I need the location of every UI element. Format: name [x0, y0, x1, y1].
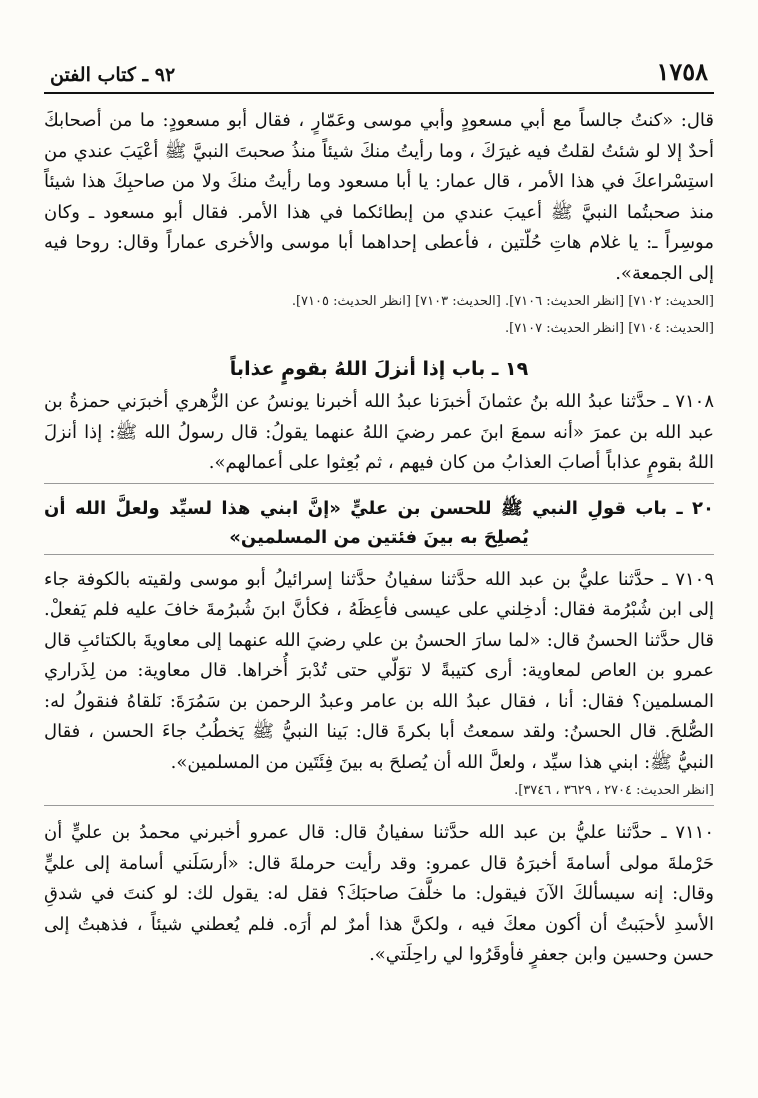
hadith-7110-text: ٧١١٠ ـ حدَّثنا عليُّ بن عبد الله حدَّثنا سفيانُ قال: قال عمرو أخبرني محمدُ بن عليٍّ أن حَرْملةَ مولى أسامةَ أخبرَهُ قال عمرو: وقد رأيت حرملةَ قال: «أرسَلَني أسامة إلى عليٍّ وقال: إنه سيسألكَ الآنَ فيقول: ما خلَّفَ صاحبَكَ؟ فقل له: يقول لك: لو كنتَ في شدقِ الأسدِ لأحبَبتُ أن أكون معكَ فيه ، ولكنَّ هذا أمرٌ لم أرَه. فلم يُعطني شيئاً ، فذهبتُ إلى حسن وحسين وابن جعفرٍ فأوقَرُوا لي راحِلَتي». [44, 822, 714, 965]
chapter-20-heading: ٢٠ ـ باب قولِ النبي ﷺ للحسن بن عليٍّ «إنَّ ابني هذا لسيِّد ولعلَّ الله أن يُصلِحَ به بينَ فئتين من المسلمين» [44, 497, 714, 548]
hadith-7102-text: قال: «كنتُ جالساً مع أبي مسعودٍ وأبي موسى وعَمّارٍ ، فقال أبو مسعودٍ: ما من أصحابكَ أحدٌ إلا لو شئتُ لقلتُ فيه غيرَكَ ، وما رأيتُ منكَ شيئاً منذُ صحبتَ النبيَّ ﷺ أعْيَبَ عندي من استِسْراعكَ في هذا الأمر ، قال عمار: يا أبا مسعود وما رأيتُ منكَ ولا من صاحبِكَ هذا شيئاً منذ صحبتُما النبيَّ ﷺ أعيبَ عندي من إبطائكما في هذا الأمر. فقال أبو مسعود ـ وكان موسِراً ـ: يا غلام هاتِ حُلّتين ، فأعطى إحداهما أبا موسى والأخرى عماراً وقال: روحا فيه إلى الجمعة». [44, 110, 714, 284]
page-number: ١٧٥٨ [656, 57, 708, 86]
running-title: ٩٢ ـ كتاب الفتن [50, 64, 176, 86]
hadith-7102-7103-refs: [الحديث: ٧١٠٢] [انظر الحديث: ٧١٠٦]. [الحديث: ٧١٠٣] [انظر الحديث: ٧١٠٥]. [291, 294, 714, 309]
section-divider [44, 805, 714, 806]
hadith-7108-text: ٧١٠٨ ـ حدَّثنا عبدُ الله بنُ عثمانَ أخبرَنا عبدُ الله أخبرنا يونسُ عن الزُّهري أخبرَني حمزةُ بن عبد الله بن عمرَ «أنه سمعَ ابنَ عمر رضيَ اللهُ عنهما يقولُ: قال رسولُ الله ﷺ: إذا أنزلَ اللهُ بقومٍ عذاباً أصابَ العذابُ من كان فيهم ، ثم بُعِثوا على أعمالهم». [44, 391, 714, 473]
chapter-19-heading: ١٩ ـ باب إذا أنزلَ اللهُ بقومٍ عذاباً [229, 358, 529, 380]
hadith-7109-ref: [انظر الحديث: ٢٧٠٤ ، ٣٦٢٩ ، ٣٧٤٦]. [514, 783, 714, 798]
header-rule [44, 92, 714, 94]
section-divider [44, 554, 714, 555]
page-header [44, 56, 714, 86]
hadith-7109-text: ٧١٠٩ ـ حدَّثنا عليُّ بن عبد الله حدَّثنا سفيانُ حدَّثنا إسرائيلُ أبو موسى ولقيته بالكوفة جاء إلى ابن شُبْرُمة فقال: أدخِلني على عيسى فأعِظَهُ ، فكأنَّ ابنَ شُبرُمةَ خافَ عليه فلم يَفعلْ. قال حدَّثنا الحسنُ قال: «لما سارَ الحسنُ بن علي رضيَ الله عنهما إلى معاويةَ بالكتائبِ قال عمرو بن العاص لمعاوية: أرى كتيبةً لا توَلّي حتى تُدْبرَ أُخراها. قال معاوية: من لِذَراري المسلمين؟ فقال: أنا ، فقال عبدُ الله بن عامر وعبدُ الرحمن بن سَمُرَةَ: نَلقاهُ فنقولُ له: الصُّلحَ. قال الحسنُ: ولقد سمعتُ أبا بكرةَ قال: بَينا النبيُّ ﷺ يَخطُبُ جاءَ الحسن ، فقال النبيُّ ﷺ: ابني هذا سيِّد ، ولعلَّ الله أن يُصلحَ به بينَ فِئَتَين من المسلمين». [44, 568, 714, 773]
section-divider [44, 483, 714, 484]
hadith-7104-ref: [الحديث: ٧١٠٤] [انظر الحديث: ٧١٠٧]. [504, 321, 714, 336]
